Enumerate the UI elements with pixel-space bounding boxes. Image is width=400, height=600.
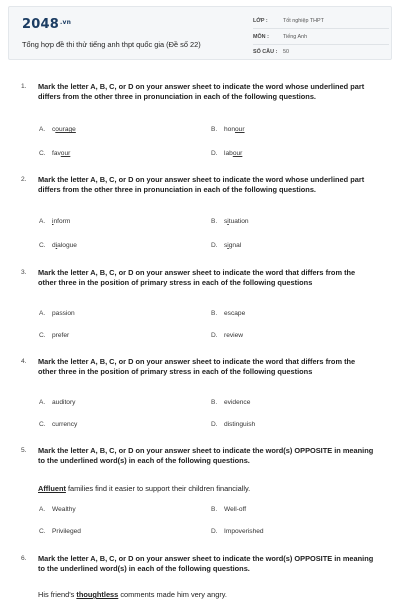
option-underlined: i [55, 242, 58, 249]
option-text: Privileged [52, 528, 81, 535]
option-letter: A. [39, 506, 46, 513]
option-d[interactable] [211, 528, 264, 535]
option-c[interactable] [39, 528, 81, 535]
option-a[interactable] [39, 218, 70, 225]
meta-count-value: 50 [283, 49, 289, 55]
question-number: 2. [21, 176, 27, 183]
question-number: 1. [21, 83, 27, 90]
option-text: distinguish [224, 421, 256, 428]
question-sentence [38, 484, 378, 493]
option-a[interactable] [39, 126, 76, 133]
question-number: 4. [21, 358, 27, 365]
option-underlined: i [227, 218, 229, 225]
underlined-word: Affluent [38, 484, 66, 493]
meta-divider [253, 28, 389, 29]
option-letter: D. [211, 150, 218, 157]
option-d[interactable] [211, 332, 243, 339]
option-c[interactable] [39, 150, 70, 157]
option-a[interactable] [39, 506, 76, 513]
option-c[interactable] [39, 332, 69, 339]
option-letter: A. [39, 126, 46, 133]
option-text-end: gnal [228, 242, 242, 249]
question-prompt: Mark the letter A, B, C, or D on your answer sheet to indicate the word whose underlined part differs from the other three in pronunciation in each of the following questions. [38, 82, 365, 101]
option-letter: C. [39, 242, 46, 249]
option-a[interactable] [39, 310, 75, 317]
option-b[interactable] [211, 310, 245, 317]
option-text-end: alogue [57, 242, 77, 249]
option-letter: D. [211, 528, 218, 535]
option-letter: C. [39, 332, 46, 339]
option-text: evidence [224, 399, 251, 406]
option-text: Well-off [224, 506, 247, 513]
meta-subject [253, 34, 307, 40]
option-text: d [52, 242, 56, 249]
option-text: s [224, 218, 228, 225]
option-b[interactable] [211, 218, 249, 225]
option-letter: A. [39, 399, 46, 406]
site-logo[interactable] [22, 17, 71, 32]
question-prompt: Mark the letter A, B, C, or D on your answer sheet to indicate the word(s) OPPOSITE in meaning to the underlined word(s) in each of the following questions. [38, 446, 374, 465]
question-sentence [38, 590, 378, 599]
option-text-end: nform [53, 218, 71, 225]
option-letter: D. [211, 332, 218, 339]
meta-divider [253, 44, 389, 45]
option-underlined: ourage [55, 126, 76, 133]
meta-class-value: Tốt nghiệp THPT [283, 18, 324, 24]
question-number: 5. [21, 447, 27, 454]
question-number: 3. [21, 269, 27, 276]
option-letter: B. [211, 218, 218, 225]
meta-subject-label: MÔN : [253, 34, 269, 40]
option-c[interactable] [39, 421, 77, 428]
option-underlined: i [52, 218, 54, 225]
option-text: review [224, 332, 244, 339]
option-b[interactable] [211, 399, 250, 406]
option-letter: B. [211, 506, 218, 513]
question-prompt: Mark the letter A, B, C, or D on your answer sheet to indicate the word that differs from the other three in the position of primary stress in each of the following questions [38, 357, 356, 376]
option-underlined: i [227, 242, 229, 249]
option-d[interactable] [211, 421, 255, 428]
option-d[interactable] [211, 242, 241, 249]
option-text: passion [52, 310, 75, 317]
meta-class-label: LỚP : [253, 18, 268, 24]
question-prompt: Mark the letter A, B, C, or D on your answer sheet to indicate the word whose underlined part differs from the other three in pronunciation in each of the following questions. [38, 175, 365, 194]
option-a[interactable] [39, 399, 75, 406]
sentence-text-end: comments made him very angry. [118, 590, 227, 599]
option-letter: B. [211, 399, 218, 406]
underlined-word: thoughtless [76, 590, 119, 599]
option-letter: A. [39, 218, 46, 225]
question-prompt: Mark the letter A, B, C, or D on your answer sheet to indicate the word(s) OPPOSITE in meaning to the underlined word(s) in each of the following questions. [38, 554, 374, 573]
option-text: lab [224, 150, 233, 157]
option-letter: A. [39, 310, 46, 317]
option-text-end: tuation [228, 218, 249, 225]
question-prompt: Mark the letter A, B, C, or D on your answer sheet to indicate the word that differs from the other three in the position of primary stress in each of the following questions [38, 268, 356, 287]
option-text: hon [224, 126, 236, 133]
option-text: currency [52, 421, 78, 428]
option-letter: B. [211, 126, 218, 133]
meta-question-count [253, 49, 289, 55]
option-text: fav [52, 150, 61, 157]
option-b[interactable] [211, 506, 246, 513]
option-text: s [224, 242, 228, 249]
logo-text: 2048 [22, 17, 59, 32]
question-number: 6. [21, 555, 27, 562]
option-text: escape [224, 310, 246, 317]
option-text: prefer [52, 332, 70, 339]
option-letter: C. [39, 150, 46, 157]
option-c[interactable] [39, 242, 77, 249]
meta-count-label: SỐ CÂU : [253, 49, 278, 55]
option-underlined: our [235, 126, 245, 133]
option-text: Impoverished [224, 528, 264, 535]
option-d[interactable] [211, 150, 242, 157]
option-letter: B. [211, 310, 218, 317]
document-title: Tổng hợp đề thi thử tiếng anh thpt quốc gia (Đề số 22) [22, 40, 201, 49]
option-underlined: our [60, 150, 71, 157]
option-text: c [52, 126, 56, 133]
option-letter: C. [39, 421, 46, 428]
logo-suffix: .vn [59, 19, 72, 26]
document-header [8, 6, 392, 60]
option-letter: D. [211, 242, 218, 249]
option-letter: C. [39, 528, 46, 535]
sentence-text: His friend's [38, 590, 77, 599]
option-underlined: our [232, 150, 243, 157]
option-letter: D. [211, 421, 218, 428]
option-text: Wealthy [52, 506, 76, 513]
sentence-text: families find it easier to support their children financially. [65, 484, 251, 493]
meta-class [253, 18, 324, 24]
option-b[interactable] [211, 126, 245, 133]
option-text: auditory [52, 399, 76, 406]
meta-subject-value: Tiếng Anh [283, 34, 308, 40]
